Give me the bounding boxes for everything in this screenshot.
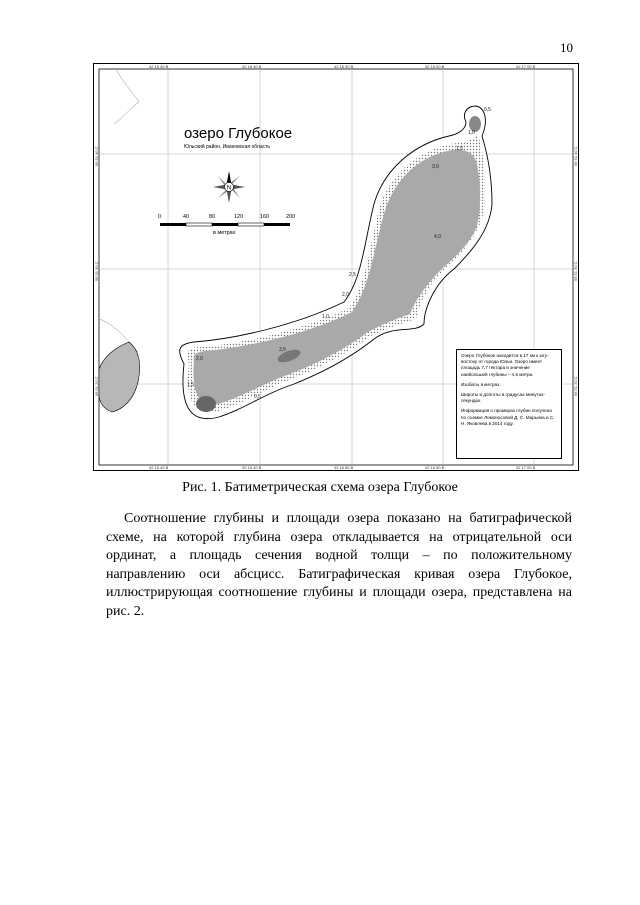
coord-bottom-4: 42 16 60 В — [425, 465, 445, 470]
coord-bottom-2: 42 16 40 В — [242, 465, 262, 470]
scale-tick-label: 40 — [183, 214, 190, 220]
map-legend — [456, 349, 562, 459]
neighbor-lake — [99, 342, 140, 412]
coord-top-1: 42 16 40 В — [149, 64, 169, 69]
depth-label: 0,5 — [254, 394, 261, 400]
coord-left-2: 56 51 30 С — [94, 261, 99, 281]
coord-top-4: 42 16 60 В — [425, 64, 445, 69]
stream-north — [114, 69, 139, 124]
compass-rose-icon — [212, 170, 246, 204]
depth-label: 2,0 — [342, 292, 349, 298]
legend-info: Озеро Глубокое находится в 17 км к югу-востоку от города Юльи. Озеро имеет площадь 7,7 гектара и значение наибольшей глубины – 4,5 метра. — [461, 353, 549, 377]
legend-isobaths: Изобаты в метрах. — [461, 381, 501, 387]
scale-tick-label: 120 — [234, 214, 244, 220]
depth-label: 1,5 — [456, 146, 463, 152]
compass-letter: N — [226, 185, 232, 192]
coord-top-5: 42 17 00 В — [516, 64, 536, 69]
scale-tick-label: 200 — [286, 214, 296, 220]
coord-left-1: 56 51 40 С — [94, 146, 99, 166]
scale-bar — [160, 221, 292, 229]
deep-pocket-south — [196, 396, 216, 412]
coord-right-3: 56 51 20 С — [573, 376, 578, 396]
coord-bottom-3: 42 16 50 В — [334, 465, 354, 470]
depth-label: 1,5 — [187, 382, 194, 388]
coord-top-2: 42 16 40 В — [242, 64, 262, 69]
scale-tick-label: 0 — [158, 214, 162, 220]
coord-top-3: 42 16 50 В — [334, 64, 354, 69]
depth-label: 4,0 — [434, 234, 441, 240]
depth-label: 1,0 — [322, 314, 329, 320]
depth-label: 2,5 — [349, 272, 356, 278]
figure-caption: Рис. 1. Батиметрическая схема озера Глубокое — [182, 480, 458, 495]
depth-label: 0,5 — [484, 107, 491, 113]
map-subtitle: Юльский район, Ивановская область — [184, 144, 270, 150]
scale-tick-label: 80 — [209, 214, 216, 220]
coord-right-1: 56 51 40 С — [573, 146, 578, 166]
depth-label: 3,0 — [432, 164, 439, 170]
body-paragraph: Соотношение глубины и площади озера показано на батиграфической схеме, на которой глубина озера откладывается на отрицательной оси ординат, а площадь сечения водной толщи – по положительному направлению оси абсцисс. Батиграфическая кривая озера Глубокое, иллюстрирующая соотношение глубины и площади озера, представлена на рис. 2. — [106, 511, 572, 619]
depth-label: 1,0 — [468, 130, 475, 136]
coord-bottom-5: 42 17 00 В — [516, 465, 536, 470]
coord-right-2: 56 51 30 С — [573, 261, 578, 281]
page-number: 10 — [560, 40, 573, 55]
scale-unit: в метрах — [213, 230, 236, 236]
depth-label: 3,5 — [279, 347, 286, 353]
map-title: озеро Глубокое — [184, 125, 293, 142]
legend-grid: Широты и долготы в градусах-минутах-секундах. — [461, 391, 545, 404]
coord-bottom-1: 42 16 40 В — [149, 465, 169, 470]
coord-left-3: 56 51 20 С — [94, 376, 99, 396]
scale-tick-label: 160 — [260, 214, 270, 220]
legend-source: Информация о промерах глубин получена по съемке Ломоносовой Д. С. Марьина и С. Н. Яковлева в 2014 году. — [461, 408, 555, 426]
depth-label: 2,0 — [196, 356, 203, 362]
